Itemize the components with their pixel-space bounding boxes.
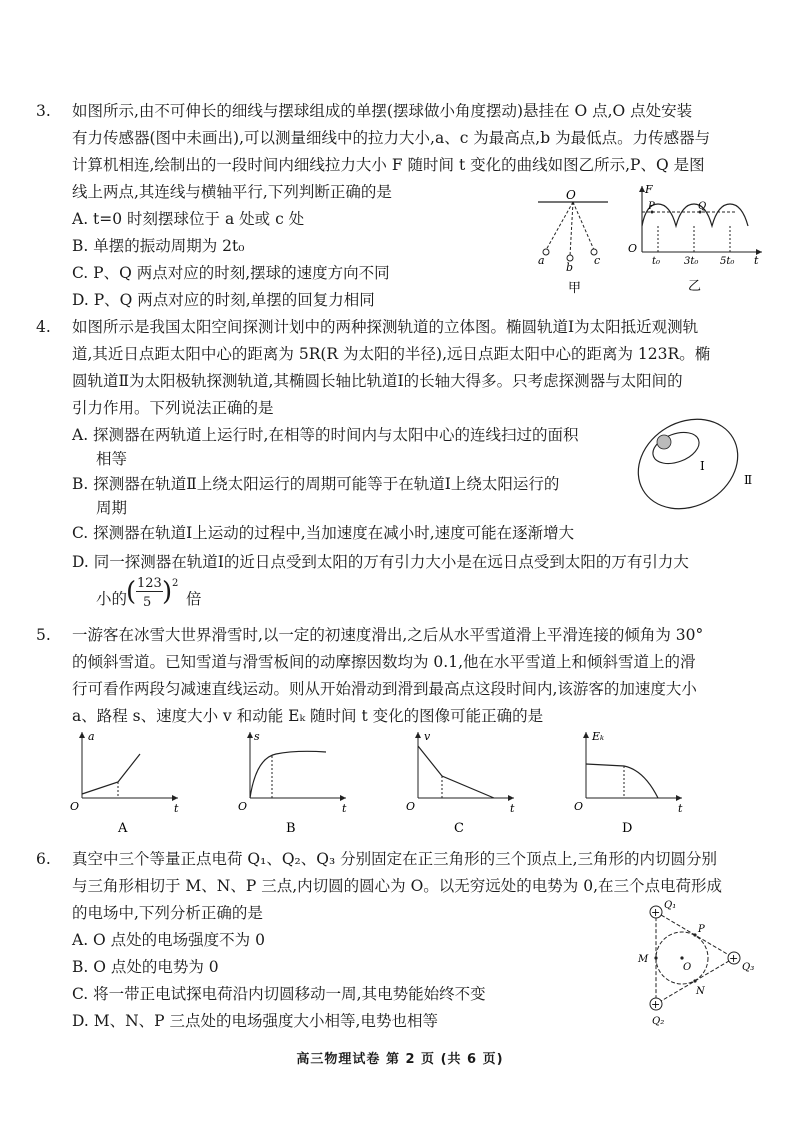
graph-d	[572, 728, 692, 840]
q6-line-3: 的电场中,下列分析正确的是	[72, 904, 263, 922]
q3-line-4: 线上两点,其连线与横轴平行,下列判断正确的是	[72, 183, 392, 201]
graph-t0-label: t₀	[652, 256, 661, 267]
graph-b-xlabel: t	[342, 802, 347, 815]
graph-a	[68, 728, 188, 840]
q5-number: 5.	[36, 626, 51, 644]
graph-a-xlabel: t	[174, 802, 179, 815]
graph-b-caption: B	[286, 821, 296, 836]
q6-line-2: 与三角形相切于 M、N、P 三点,内切圆的圆心为 O。以无穷远处的电势为 0,在三个点电荷形成	[72, 877, 722, 895]
q4-fraction-paren-right: )	[162, 577, 173, 607]
graph-a-caption: A	[118, 821, 128, 836]
pendulum-a-label: a	[538, 254, 545, 267]
q6-line-1: 真空中三个等量正点电荷 Q₁、Q₂、Q₃ 分别固定在正三角形的三个顶点上,三角形的内切圆分别	[72, 850, 718, 868]
q6-number: 6.	[36, 850, 51, 868]
graph-b-ylabel: s	[254, 730, 260, 743]
pendulum-c-label: c	[594, 254, 601, 267]
graph-a-ylabel: a	[88, 730, 95, 743]
q6-option-c: C. 将一带正电试探电荷沿内切圆移动一周,其电势能始终不变	[72, 985, 486, 1003]
q4-line-3: 圆轨道Ⅱ为太阳极轨探测轨道,其椭圆长轴比轨道Ⅰ的长轴大得多。只考虑探测器与太阳间的	[72, 372, 683, 390]
q4-option-d-prefix: 小的	[96, 590, 128, 608]
pendulum-figure	[528, 190, 618, 300]
q3-option-a: A. t=0 时刻摆球位于 a 处或 c 处	[72, 210, 305, 228]
q6-option-a: A. O 点处的电场强度不为 0	[72, 931, 265, 949]
pendulum-o-label: O	[566, 190, 576, 202]
label-q2: Q₂	[652, 1016, 665, 1027]
q3-line-2: 有力传感器(图中未画出),可以测量细线中的拉力大小,a、c 为最高点,b 为最低点。力传感器与	[72, 129, 711, 147]
graph-b	[236, 728, 356, 840]
q3-option-d: D. P、Q 两点对应的时刻,单摆的回复力相同	[72, 291, 375, 309]
orbit-2-label: Ⅱ	[744, 473, 753, 487]
graph-d-ylabel: Eₖ	[592, 730, 605, 743]
graph-p-label: P	[648, 201, 655, 212]
graph-q-label: Q	[698, 201, 707, 212]
q4-option-a-cont: 相等	[96, 450, 128, 468]
force-time-graph	[624, 182, 766, 300]
graph-d-caption: D	[622, 821, 633, 836]
q5-line-3: 行可看作两段匀减速直线运动。则从开始滑动到滑到最高点这段时间内,该游客的加速度大小	[72, 680, 697, 698]
orbit-1-label: Ⅰ	[700, 459, 705, 473]
q3-number: 3.	[36, 102, 51, 120]
svg-text:+: +	[651, 998, 661, 1011]
label-n: N	[696, 986, 705, 997]
graph-c-xlabel: t	[510, 802, 515, 815]
q4-option-c: C. 探测器在轨道Ⅰ上运动的过程中,当加速度在减小时,速度可能在逐渐增大	[72, 524, 575, 542]
graph-5t0-label: 5t₀	[720, 256, 735, 267]
q4-option-d-suffix: 倍	[186, 590, 202, 608]
q3-option-c: C. P、Q 两点对应的时刻,摆球的速度方向不同	[72, 264, 390, 282]
q4-line-1: 如图所示是我国太阳空间探测计划中的两种探测轨道的立体图。椭圆轨道Ⅰ为太阳抵近观测轨	[72, 318, 699, 336]
q4-option-b-cont: 周期	[96, 499, 128, 517]
label-q1: Q₁	[664, 900, 677, 911]
q3-line-1: 如图所示,由不可伸长的细线与摆球组成的单摆(摆球做小角度摆动)悬挂在 O 点,O 点处安装	[72, 102, 693, 120]
label-q3: Q₃	[742, 962, 755, 973]
graph-d-xlabel: t	[678, 802, 683, 815]
pendulum-b-label: b	[566, 261, 574, 274]
graph-c-caption: C	[454, 821, 464, 836]
triangle-charges-figure	[628, 898, 768, 1030]
q6-option-b: B. O 点处的电势为 0	[72, 958, 219, 976]
graph-f-label: F	[645, 183, 653, 196]
pendulum-caption: 甲	[568, 281, 582, 296]
q3-option-b: B. 单摆的振动周期为 2t₀	[72, 237, 245, 255]
graph-o-label: O	[628, 242, 638, 255]
q5-line-4: a、路程 s、速度大小 v 和动能 Eₖ 随时间 t 变化的图像可能正确的是	[72, 707, 544, 725]
label-p: P	[698, 924, 705, 935]
graph-c	[404, 728, 524, 840]
orbit-2	[628, 412, 754, 526]
q4-fraction-num: 123	[137, 576, 162, 591]
graph-t-label: t	[754, 254, 759, 267]
page-footer: 高三物理试卷 第 2 页 (共 6 页)	[296, 1052, 504, 1067]
q4-option-a: A. 探测器在两轨道上运行时,在相等的时间内与太阳中心的连线扫过的面积	[72, 426, 579, 444]
label-o: O	[683, 962, 692, 973]
graph-c-origin: O	[406, 800, 416, 813]
q4-line-2: 道,其近日点距太阳中心的距离为 5R(R 为太阳的半径),远日点距太阳中心的距离为 123R。椭	[72, 345, 711, 363]
q4-fraction-den: 5	[143, 595, 152, 610]
svg-text:+: +	[651, 906, 661, 919]
q5-line-2: 的倾斜雪道。已知雪道与滑雪板间的动摩擦因数均为 0.1,他在水平雪道上和倾斜雪道上的滑	[72, 653, 696, 671]
label-m: M	[638, 954, 649, 965]
q5-line-1: 一游客在冰雪大世界滑雪时,以一定的初速度滑出,之后从水平雪道滑上平滑连接的倾角为 30°	[72, 626, 704, 644]
orbit-1	[649, 427, 704, 470]
graph-d-origin: O	[574, 800, 584, 813]
q6-option-d: D. M、N、P 三点处的电场强度大小相等,电势也相等	[72, 1012, 438, 1030]
graph-caption: 乙	[688, 279, 702, 294]
graph-3t0-label: 3t₀	[684, 256, 699, 267]
q4-option-d: D. 同一探测器在轨道Ⅰ的近日点受到太阳的万有引力大小是在远日点受到太阳的万有引力大	[72, 553, 689, 571]
q4-line-4: 引力作用。下列说法正确的是	[72, 399, 274, 417]
q4-number: 4.	[36, 318, 51, 336]
svg-text:+: +	[729, 952, 739, 965]
graph-a-origin: O	[70, 800, 80, 813]
orbit-figure	[628, 412, 768, 532]
sun	[657, 435, 671, 449]
graph-b-origin: O	[238, 800, 248, 813]
graph-c-ylabel: v	[424, 730, 431, 743]
q4-option-b: B. 探测器在轨道Ⅱ上绕太阳运行的周期可能等于在轨道Ⅰ上绕太阳运行的	[72, 475, 560, 493]
q4-fraction-paren-left: (	[126, 577, 137, 607]
q4-fraction-exp: 2	[172, 578, 179, 589]
q3-line-3: 计算机相连,绘制出的一段时间内细线拉力大小 F 随时间 t 变化的曲线如图乙所示,P、Q 是图	[72, 156, 705, 174]
